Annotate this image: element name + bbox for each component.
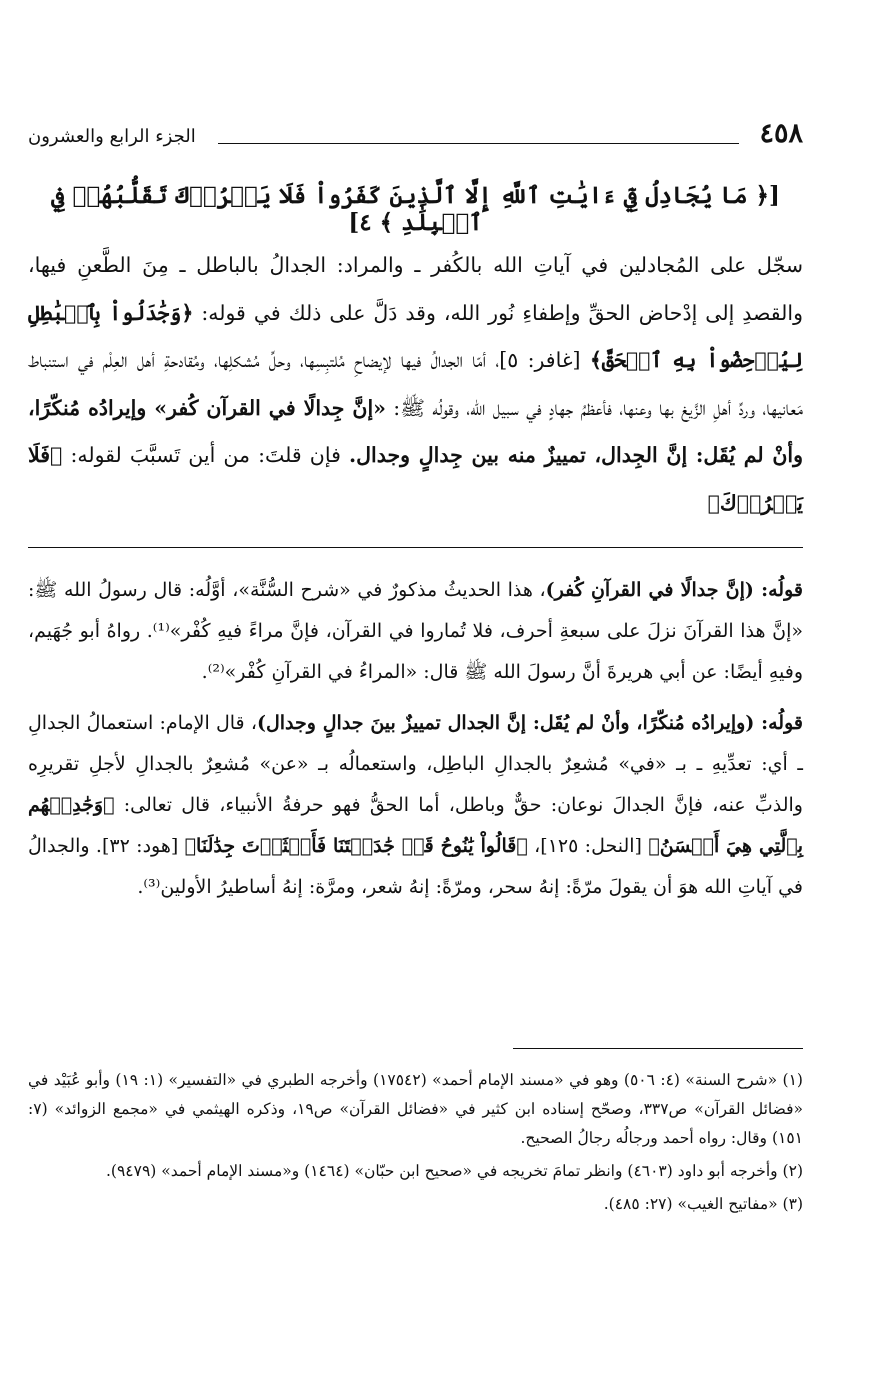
main-text-segment: سجّل على المُجادلين في آياتِ الله بالكُفر ـ والمراد: الجدالُ بالباطل ـ مِنَ الطَّعنِ فيها، والقصدِ إلى إدْحاض الحقِّ وإطفاءِ نُور الله، وقد دَلَّ على ذلك في قوله: xyxy=(28,253,803,325)
quran-quote: ﴿وَجَٰدَلُواْ بِٱلۡبَٰطِلِ لِيُدۡحِضُواْ بِهِ ٱلۡحَقَّ﴾ xyxy=(28,300,804,372)
main-text xyxy=(28,242,803,527)
quran-quote: ﴿فَلَا يَغۡرُرۡكَ﴾ xyxy=(28,443,803,515)
footnote: (٣) «مفاتيح الغيب» (٢٧: ٤٨٥). xyxy=(603,1195,803,1213)
page-header xyxy=(28,118,803,158)
commentary xyxy=(28,570,803,918)
commentary-text: ، قال الإمام: استعمالُ الجدالِ ـ أي: تعدِّيهِ ـ بـ «في» مُشعِرٌ بالجدالِ الباطِل، واستعمالُه بـ «عن» مُشعِرٌ بالجدالِ لأجلِ تقريرِه والذبِّ عنه، فإنَّ الجدالَ نوعان: حقٌّ وباطل، أما الحقُّ فهو حرفةُ الأنبياء، قال تعالى: xyxy=(28,712,803,816)
footnote: (٢) وأخرجه أبو داود (٤٦٠٣) وانظر تمامَ تخريجه في «صحيح ابن حبّان» (١٤٦٤) و«مسند الإمام أحمد» (٩٤٧٩). xyxy=(105,1162,803,1180)
commentary-text: [النحل: ١٢٥]، xyxy=(527,835,649,857)
document-page xyxy=(28,0,803,1399)
running-title: الجزء الرابع والعشرون xyxy=(28,126,196,147)
quoted-phrase: «إنَّ جِدالًا في القرآن كُفر» وإيرادُه مُنكّرًا، وأنْ لم يُقَل: إنَّ الجِدال، تمييزٌ منه بين جِدالٍ وجدال. xyxy=(28,395,803,467)
quran-quote: ﴿قَالُواْ يَٰنُوحُ قَدۡ جَٰدَلۡتَنَا فَأَكۡثَرۡتَ جِدَٰلَنَا﴾ xyxy=(184,835,528,857)
page-number: ٤٥٨ xyxy=(759,118,803,149)
footnote-divider xyxy=(513,1048,803,1049)
commentary-lemma: قولُه: (إنَّ جدالًا في القرآنِ كُفر) xyxy=(545,579,803,601)
quran-quote: ﴿وَجَٰدِلۡهُم بِٱلَّتِي هِيَ أَحۡسَنُ﴾ xyxy=(28,794,803,857)
main-paragraph xyxy=(28,242,803,527)
commentary-text: [هود: ٣٢]. والجدالُ في آياتِ الله هوَ أن يقولَ مرّةً: إنهُ سحر، ومرّةً: إنهُ شعر، ومرَّة: إنهُ أساطيرُ الأولين⁽³⁾. xyxy=(28,835,803,898)
commentary-text: ، هذا الحديثُ مذكورٌ في «شرح السُّنَّة»، أوَّلُه: قال رسولُ الله ﷺ: «إنَّ هذا القرآنَ نزلَ على سبعةِ أحرف، فلا تُماروا في القرآن، فإنَّ مراءً فيهِ كُفْر»⁽¹⁾. رواهُ أبو جُهَيم، وفيهِ أيضًا: عن أبي هريرةَ أنَّ رسولَ الله ﷺ قال: «المراءُ في القرآنِ كُفْر»⁽²⁾. xyxy=(28,579,803,683)
section-divider xyxy=(28,547,803,548)
main-text-segment: فإن قلتَ: من أين تَسبَّبَ لقوله: xyxy=(62,443,349,467)
verse-heading: [﴿ مَا يُجَادِلُ فِيٓ ءَايَٰتِ ٱللَّهِ إِلَّا ٱلَّذِينَ كَفَرُواْ فَلَا يَغۡرُرۡكَ تَقَلُّبُهُمۡ فِي ٱلۡبِلَٰدِ ﴾ ٤] xyxy=(51,182,780,236)
header-rule xyxy=(218,143,739,144)
commentary-paragraph xyxy=(28,570,803,693)
footnote: (١) «شرح السنة» (٤: ٥٠٦) وهو في «مسند الإمام أحمد» (١٧٥٤٢) وأخرجه الطبري في «التفسير» (١: ١٩) وأبو عُبَيْد في «فضائل القرآن» ص٣٣٧، وصحّح إسناده ابن كثير في «فضائل القرآن» ص١٩، وذكره الهيثمي في «مجمع الزوائد» (٧: ١٥١) وقال: رواه أحمد ورجالُه رجالُ الصحيح. xyxy=(28,1071,803,1147)
footnotes xyxy=(28,1066,803,1223)
main-text-segment: [غافر: ٥]، أمّا الجدالُ فيها لإيضاحِ مُلتبِسِها، وحلِّ مُشكلِها، ومُقادحةِ أهل العِلْم في استنباط مَعانيها، وردِّ أهلِ الزَّيغ بها وعنها، فأعظمُ جهادٍ في سبيل الله، وقولُه ﷺ: xyxy=(28,348,803,420)
commentary-lemma: قولُه: (وإيرادُه مُنكّرًا، وأنْ لم يُقَل: إنَّ الجدال تمييزٌ بينَ جدالٍ وجدال) xyxy=(256,712,803,734)
commentary-paragraph xyxy=(28,703,803,908)
